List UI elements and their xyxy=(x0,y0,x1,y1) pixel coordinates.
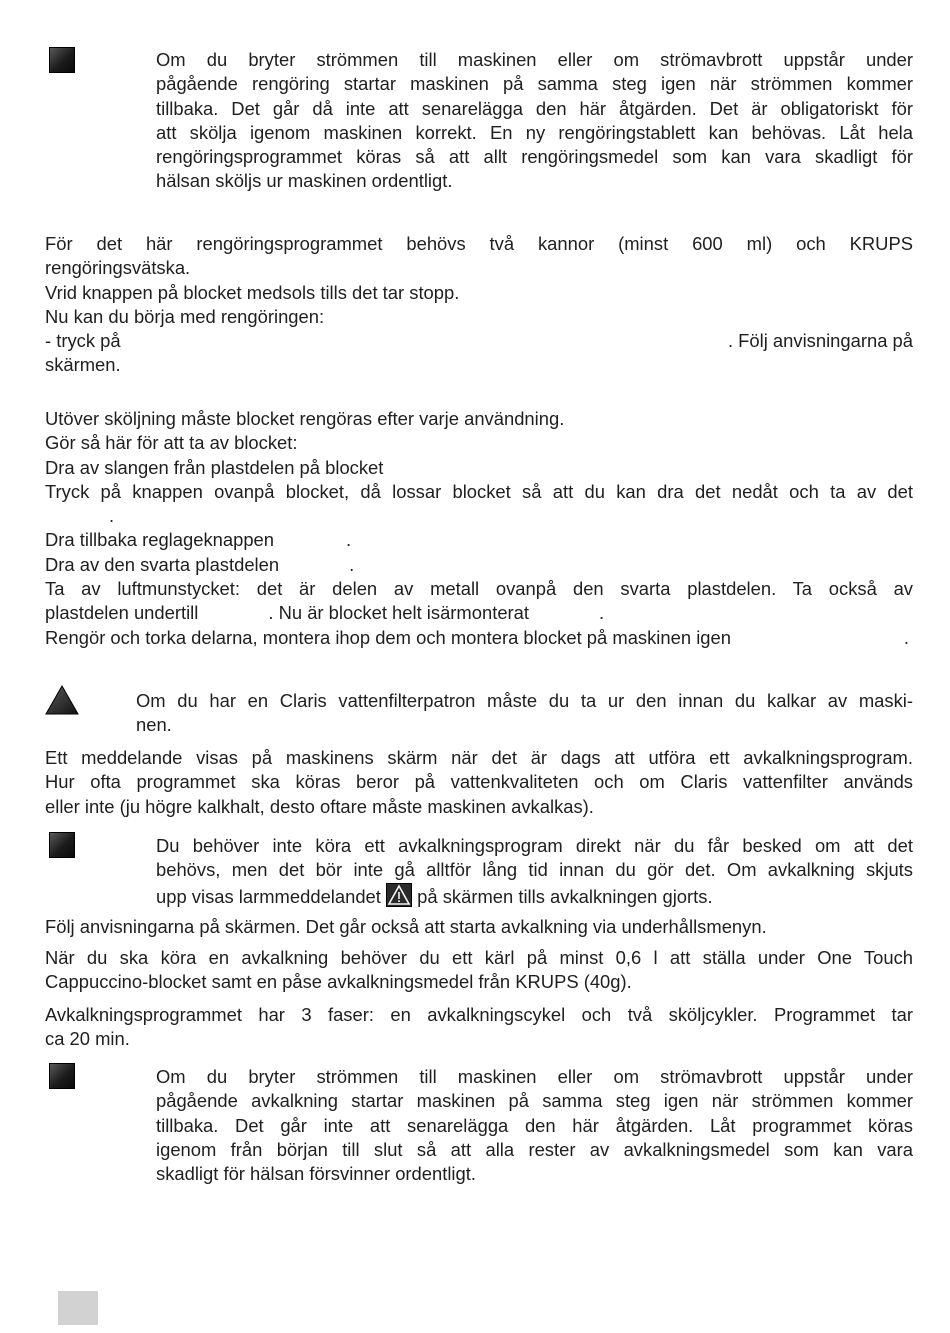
text-fragment: upp visas larmmeddelandet xyxy=(156,885,381,907)
note-square-icon xyxy=(49,47,75,73)
text-line: pågående rengöring startar maskinen på samma steg igen när strömmen kommer xyxy=(156,73,913,95)
descale-phases-paragraph xyxy=(45,1003,913,1052)
text-line: Gör så här för att ta av blocket: xyxy=(45,432,298,454)
text-line xyxy=(45,329,913,353)
text-line: Ett meddelande visas på maskinens skärm när det är dags att utföra ett avkalkningsprogram. xyxy=(45,747,913,768)
text-fragment: på skärmen tills avkalkningen gjorts. xyxy=(417,885,713,907)
text-line: skadligt för hälsan försvinner ordentligt. xyxy=(156,1163,476,1185)
text-line: Avkalkningsprogrammet har 3 faser: en avkalkningscykel och två sköljcykler. Programmet tar xyxy=(45,1004,913,1025)
text-line: Vrid knappen på blocket medsols tills det tar stopp. xyxy=(45,281,460,303)
text-line xyxy=(156,883,913,909)
text-line: skärmen. xyxy=(45,354,121,376)
cleaning-program-instructions xyxy=(45,232,913,378)
text-line: Cappuccino-blocket samt en påse avkalkningsmedel från KRUPS (40g). xyxy=(45,971,632,993)
note-descale-power-loss xyxy=(156,1065,913,1186)
text-line: När du ska köra en avkalkning behöver du ett kärl på minst 0,6 l att ställa under One Touch xyxy=(45,947,913,968)
text-line: tillbaka. Det går då inte att senarelägga den här åtgärden. Det är obligatoriskt för xyxy=(156,97,913,119)
text-line: Om du bryter strömmen till maskinen eller om strömavbrott uppstår under xyxy=(156,1066,913,1087)
text-fragment: - tryck på xyxy=(45,330,121,352)
descale-message-paragraph xyxy=(45,746,913,819)
text-fragment: . xyxy=(346,529,352,551)
text-fragment: plastdelen undertill xyxy=(45,602,199,624)
descale-menu-paragraph xyxy=(45,915,913,939)
descale-requirements-paragraph xyxy=(45,946,913,995)
note-descale-postpone xyxy=(156,834,913,909)
text-line: Du behöver inte köra ett avkalkningsprogram direkt när du får besked om att det xyxy=(156,835,913,856)
text-line: igenom från början till slut så att alla rester av avkalkningsmedel som kan vara xyxy=(156,1138,913,1160)
text-line: rengöringsvätska. xyxy=(45,257,191,279)
text-line: nen. xyxy=(136,714,172,736)
note-square-icon xyxy=(49,832,75,858)
text-fragment: Dra av den svarta plastdelen xyxy=(45,553,280,575)
note-cleaning-power-loss xyxy=(156,48,913,194)
warning-triangle-icon xyxy=(45,685,79,715)
text-line: att skölja igenom maskinen korrekt. En ny rengöringstablett kan behövas. Låt hela xyxy=(156,121,913,143)
text-line: Nu kan du börja med rengöringen: xyxy=(45,305,325,327)
text-line: rengöringsprogrammet köras så att allt rengöringsmedel som kan vara skadligt för xyxy=(156,146,913,168)
text-fragment: Dra tillbaka reglageknappen xyxy=(45,529,275,551)
text-line: För det här rengöringsprogrammet behövs två kannor (minst 600 ml) och KRUPS xyxy=(45,233,913,254)
text-fragment: . Följ anvisningarna på xyxy=(727,330,913,352)
text-line: hälsan sköljs ur maskinen ordentligt. xyxy=(156,170,453,192)
block-removal-instructions xyxy=(45,407,913,650)
text-line: pågående avkalkning startar maskinen på samma steg igen när strömmen kommer xyxy=(156,1090,913,1112)
text-line: Utöver sköljning måste blocket rengöras efter varje användning. xyxy=(45,408,565,429)
text-line: . xyxy=(109,505,115,527)
text-line xyxy=(45,626,913,650)
text-line xyxy=(45,553,913,577)
text-fragment: . xyxy=(903,626,909,648)
text-line xyxy=(45,601,913,625)
text-line: behövs, men det bör inte gå alltför lång tid innan du gör det. Om avkalkning skjuts xyxy=(156,859,913,881)
text-line: Följ anvisningarna på skärmen. Det går också att starta avkalkning via underhållsmenyn. xyxy=(45,916,767,937)
text-line: eller inte (ju högre kalkhalt, desto oftare måste maskinen avkalkas). xyxy=(45,795,594,817)
text-fragment: Rengör och torka delarna, montera ihop dem och montera blocket på maskinen igen xyxy=(45,626,731,648)
text-line: Dra av slangen från plastdelen på blocket xyxy=(45,456,384,478)
text-line xyxy=(45,528,913,552)
text-line: Om du har en Claris vattenfilterpatron måste du ta ur den innan du kalkar av maski- xyxy=(136,690,913,711)
note-square-icon xyxy=(49,1063,75,1089)
text-line: Tryck på knappen ovanpå blocket, då lossar blocket så att du kan dra det nedåt och ta av det xyxy=(45,480,913,502)
text-line: Om du bryter strömmen till maskinen eller om strömavbrott uppstår under xyxy=(156,49,913,70)
text-fragment: . Nu är blocket helt isärmonterat xyxy=(268,602,530,624)
text-line: Hur ofta programmet ska köras beror på vattenkvaliteten och om Claris vattenfilter används xyxy=(45,771,913,793)
text-fragment: . xyxy=(599,602,605,624)
page-number-box xyxy=(58,1291,98,1325)
text-line: ca 20 min. xyxy=(45,1028,130,1050)
text-line: tillbaka. Det går inte att senarelägga den här åtgärden. Låt programmet köras xyxy=(156,1114,913,1136)
claris-filter-warning xyxy=(136,689,913,738)
alarm-warning-icon xyxy=(386,883,412,907)
text-line: Ta av luftmunstycket: det är delen av metall ovanpå den svarta plastdelen. Ta också av xyxy=(45,578,913,600)
text-fragment: . xyxy=(349,553,355,575)
